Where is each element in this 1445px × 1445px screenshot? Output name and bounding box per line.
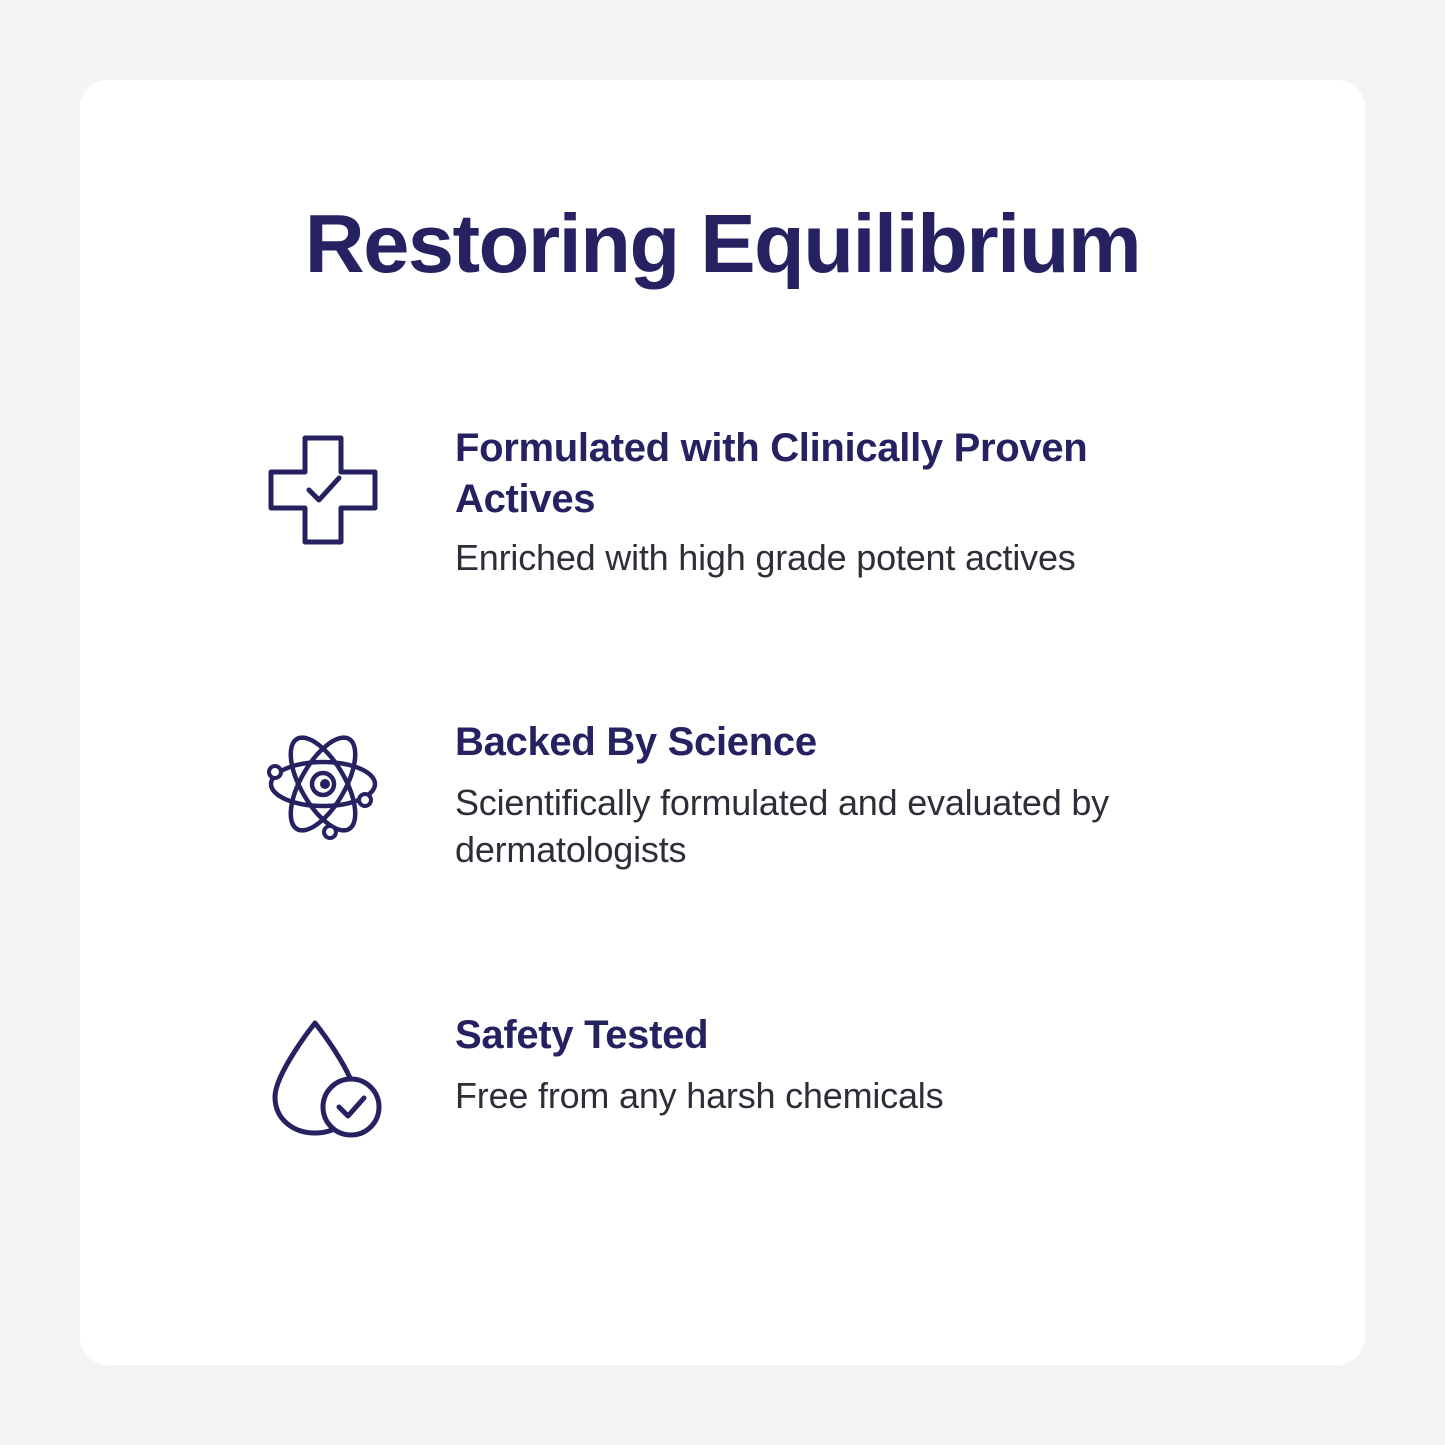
feature-title: Safety Tested: [455, 1013, 709, 1058]
feature-description: Scientifically formulated and evaluated by dermatologists: [455, 781, 1109, 871]
feature-text: [455, 1004, 1235, 1119]
feature-card: [80, 80, 1365, 1365]
feature-title: Backed By Science: [455, 720, 817, 765]
water-drop-check-icon: [250, 1004, 395, 1149]
page-title: Restoring Equilibrium: [304, 197, 1141, 290]
feature-title: Formulated with Clinically Proven Actives: [455, 426, 1088, 522]
feature-description: Enriched with high grade potent actives: [455, 536, 1076, 578]
feature-text: [455, 417, 1235, 581]
atom-icon: [250, 711, 395, 856]
feature-item: [250, 1004, 1235, 1149]
feature-list: [150, 417, 1295, 1149]
feature-description: Free from any harsh chemicals: [455, 1074, 944, 1116]
feature-text: [455, 711, 1235, 874]
medical-cross-check-icon: [250, 417, 395, 562]
feature-item: [250, 417, 1235, 581]
feature-item: [250, 711, 1235, 874]
